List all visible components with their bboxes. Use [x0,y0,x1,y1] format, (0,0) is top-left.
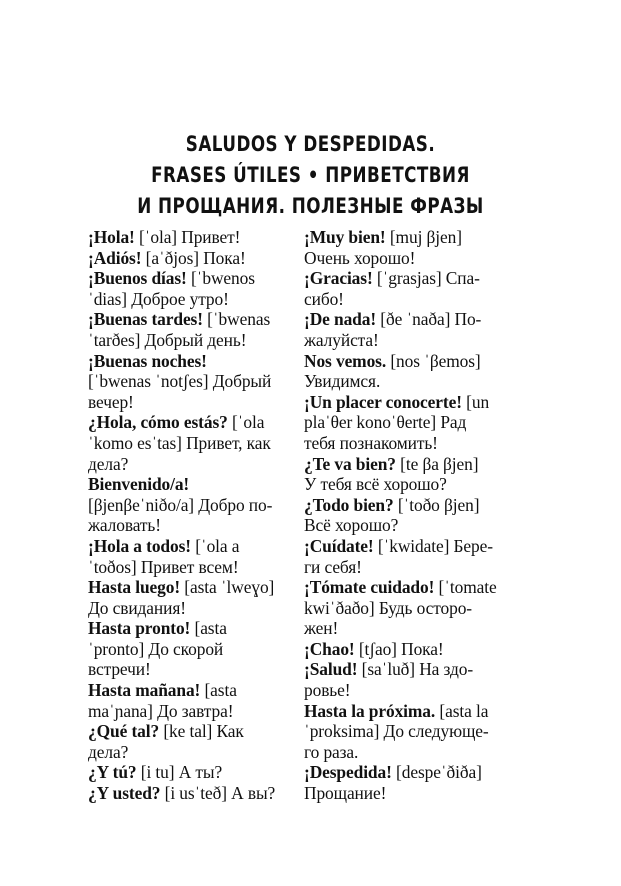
phrase-line [304,557,509,578]
page-title [68,129,552,222]
phrase-line [304,412,509,433]
spanish-phrase: Hasta luego! [88,577,181,598]
transcription-translation: [βjenβeˈniðo/a] Добро по- [88,494,273,515]
phrase-line [304,742,509,763]
title-line: И ПРОЩАНИЯ. ПОЛЕЗНЫЕ ФРАЗЫ [137,194,484,219]
phrase-line [304,577,509,598]
phrase-line [304,495,509,516]
transcription-translation: kwiˈðaðo] Будь осторо- [304,597,472,618]
phrase-line [304,371,509,392]
phrase-line [88,392,288,413]
spanish-phrase: ¿Y usted? [88,783,161,804]
spanish-phrase: ¡Tómate cuidado! [304,577,435,598]
phrase-line [88,371,288,392]
phrase-line [88,495,288,516]
phrase-line [304,762,509,783]
transcription-translation: дела? [88,741,129,762]
transcription-translation: Увидимся. [304,371,381,392]
spanish-phrase: ¡De nada! [304,309,377,330]
transcription-translation: ˈtoðos] Привет всем! [88,556,239,577]
spanish-phrase: ¡Un placer conocerte! [304,391,462,412]
transcription-translation: ˈtarðes] Добрый день! [88,329,247,350]
transcription-translation: [saˈluð] На здо- [357,659,474,680]
transcription-translation: ги себя! [304,556,362,577]
phrase-line [88,783,288,804]
transcription-translation: [te βa βjen] [395,453,479,474]
spanish-phrase: ¡Adiós! [88,247,142,268]
phrase-line [88,680,288,701]
phrase-line [88,639,288,660]
spanish-phrase: ¿Hola, cómo estás? [88,412,228,433]
phrase-line [88,557,288,578]
transcription-translation: [i usˈteð] А вы? [160,783,276,804]
phrase-line [304,680,509,701]
phrase-line [304,659,509,680]
transcription-translation: [ˈola] Привет! [134,227,241,247]
transcription-translation: сибо! [304,288,344,309]
spanish-phrase: ¿Y tú? [88,762,137,783]
phrase-line [88,454,288,475]
transcription-translation: [ke tal] Как [159,721,244,742]
transcription-translation: дела? [88,453,129,474]
phrase-line [88,598,288,619]
spanish-phrase: Bienvenido/a! [88,474,190,495]
transcription-translation: тебя познакомить! [304,432,438,453]
spanish-phrase: ¡Despedida! [304,762,392,783]
transcription-translation: [despeˈðiða] [391,762,482,783]
transcription-translation: [aˈðjos] Пока! [141,247,246,268]
phrase-line [88,659,288,680]
spanish-phrase: Hasta mañana! [88,680,201,701]
spanish-phrase: ¡Gracias! [304,268,373,289]
phrase-line [304,433,509,454]
transcription-translation: [nos ˈβemos] [386,350,481,371]
phrase-line [304,309,509,330]
transcription-translation: До свидания! [88,597,186,618]
transcription-translation: Всё хорошо? [304,515,399,536]
transcription-translation: [asta [200,680,237,701]
transcription-translation: [ˈola [227,412,265,433]
title-line: SALUDOS Y DESPEDIDAS. [185,132,436,157]
phrase-line [304,618,509,639]
phrase-line [304,701,509,722]
transcription-translation: жаловать! [88,515,161,536]
transcription-translation: [asta ˈlweɣo] [180,577,275,598]
phrase-line [88,515,288,536]
spanish-phrase: ¡Salud! [304,659,358,680]
phrase-line [88,474,288,495]
transcription-translation: [i tu] А ты? [136,762,223,783]
spanish-phrase: Hasta pronto! [88,618,191,639]
spanish-phrase: ¡Buenas noches! [88,350,207,371]
transcription-translation: [asta la [435,700,489,721]
transcription-translation: го раза. [304,741,359,762]
phrase-line [88,289,288,310]
phrase-line [88,309,288,330]
spanish-phrase: ¡Cuídate! [304,535,374,556]
phrase-line [88,351,288,372]
transcription-translation: ˈdias] Доброе утро! [88,288,229,309]
spanish-phrase: ¡Chao! [304,638,355,659]
transcription-translation: жен! [304,618,339,639]
transcription-translation: Прощание! [304,783,387,804]
transcription-translation: [ˈtoðo βjen] [393,494,480,515]
transcription-translation: вечер! [88,391,134,412]
spanish-phrase: ¡Hola! [88,227,135,247]
phrase-line [88,701,288,722]
phrase-line [88,433,288,454]
phrase-line [88,618,288,639]
title-line: FRASES ÚTILES • ПРИВЕТСТВИЯ [151,163,470,188]
transcription-translation: ˈproksima] До следующе- [304,721,489,742]
phrase-line [88,330,288,351]
transcription-translation: ˈkomo esˈtas] Привет, как [88,432,271,453]
phrase-line [304,392,509,413]
phrase-line [88,268,288,289]
phrase-line [304,721,509,742]
transcription-translation: plaˈθer konoˈθerte] Рад [304,412,467,433]
phrases-column-left [88,227,288,804]
spanish-phrase: Nos vemos. [304,350,387,371]
phrase-line [88,227,288,248]
phrase-line [304,330,509,351]
phrase-line [88,248,288,269]
phrase-line [304,248,509,269]
transcription-translation: Очень хорошо! [304,247,416,268]
phrase-line [88,577,288,598]
transcription-translation: ˈpronto] До скорой [88,638,224,659]
phrase-line [88,536,288,557]
transcription-translation: [ˈola a [190,535,240,556]
phrase-line [304,474,509,495]
transcription-translation: ровье! [304,680,351,701]
phrase-line [304,598,509,619]
transcription-translation: [ˈbwenos [186,268,255,289]
spanish-phrase: ¿Te va bien? [304,453,396,474]
transcription-translation: maˈɲana] До завтра! [88,700,234,721]
spanish-phrase: ¡Hola a todos! [88,535,191,556]
phrase-line [304,268,509,289]
transcription-translation: [ˈkwidate] Бере- [373,535,493,556]
transcription-translation: [ðe ˈnaða] По- [376,309,482,330]
transcription-translation: [asta [190,618,227,639]
phrase-line [304,536,509,557]
spanish-phrase: ¡Buenos días! [88,268,187,289]
phrase-line [304,639,509,660]
phrase-line [304,783,509,804]
phrase-line [304,227,509,248]
phrase-line [88,742,288,763]
spanish-phrase: ¿Qué tal? [88,721,160,742]
phrase-line [88,762,288,783]
phrases-column-right [304,227,509,804]
spanish-phrase: ¿Todo bien? [304,494,394,515]
transcription-translation: встречи! [88,659,151,680]
transcription-translation: [ˈbwenas ˈnotʃes] Добрый [88,371,272,392]
phrase-line [304,454,509,475]
transcription-translation: [ˈtomate [434,577,497,598]
transcription-translation: [ˈgrasjas] Спа- [372,268,480,289]
phrase-line [304,289,509,310]
transcription-translation: [tʃao] Пока! [354,638,444,659]
transcription-translation: [un [461,391,490,412]
phrase-line [304,351,509,372]
transcription-translation: [ˈbwenas [202,309,271,330]
transcription-translation: [muj βjen] [385,227,462,247]
transcription-translation: У тебя всё хорошо? [304,474,447,495]
spanish-phrase: ¡Buenas tardes! [88,309,203,330]
phrase-line [88,412,288,433]
spanish-phrase: Hasta la próxima. [304,700,436,721]
phrase-line [88,721,288,742]
spanish-phrase: ¡Muy bien! [304,227,386,247]
transcription-translation: жалуйста! [304,329,379,350]
phrase-line [304,515,509,536]
